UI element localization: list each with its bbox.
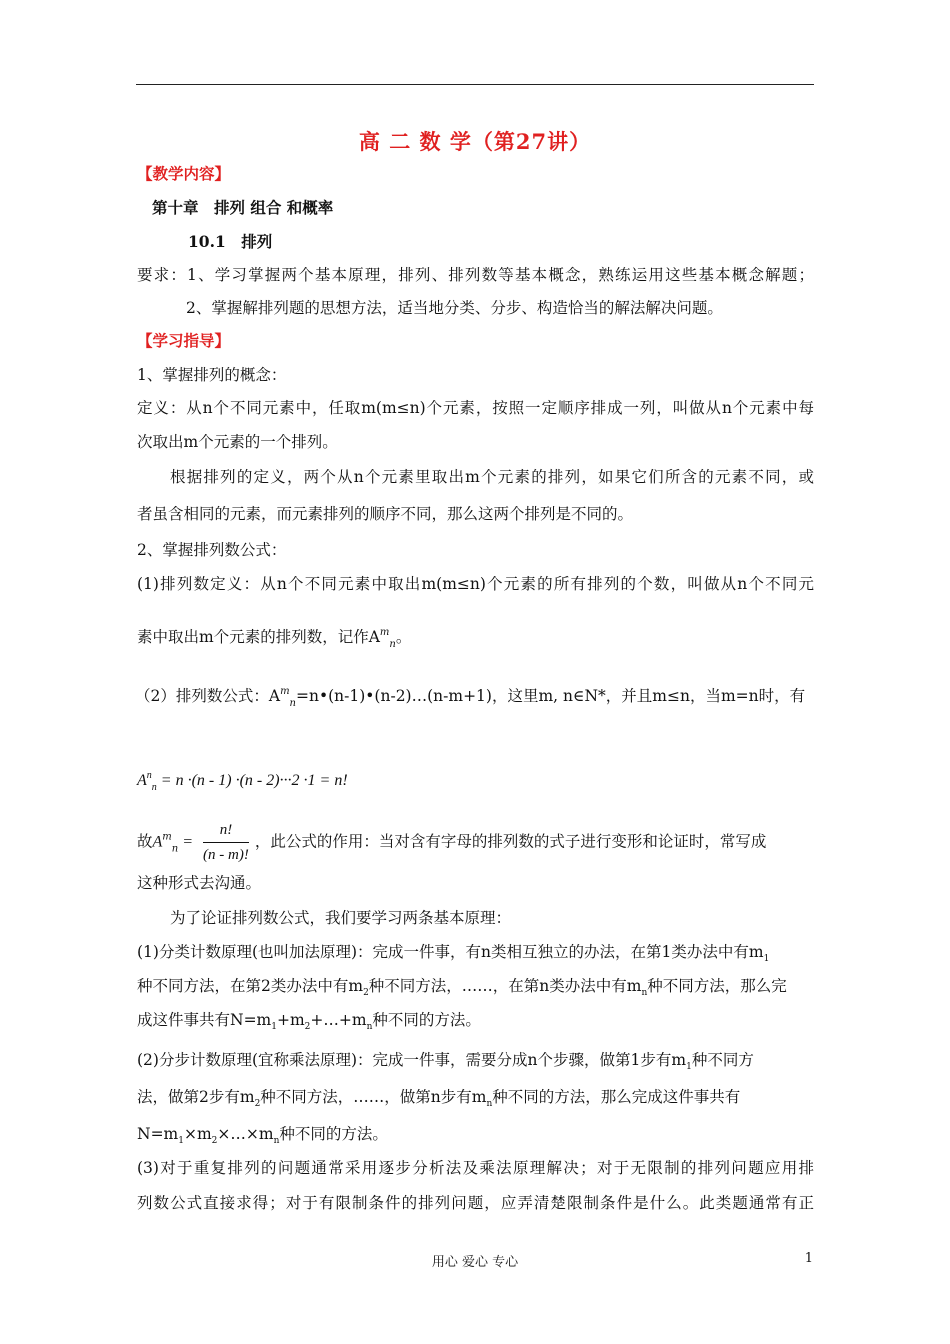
fraction-formula-line (137, 820, 814, 865)
text: 种不同方法，……，做第n步有m (260, 1088, 487, 1106)
principles-intro: 为了论证排列数公式，我们要学习两条基本原理： (170, 909, 512, 927)
text: +m (276, 1011, 305, 1029)
point-2-heading: 2、掌握排列数公式： (137, 541, 287, 559)
superscript-n: n (146, 770, 152, 781)
section-heading-guide: 【学习指导】 (137, 331, 231, 350)
definition-text: 素中取出m个元素的排列数，记作A (137, 628, 380, 646)
permutation-formula-line (135, 682, 814, 714)
text: (2)分步计数原理(宜称乘法原理)：完成一件事，需要分成n个步骤，做第1步有m (137, 1051, 687, 1069)
addition-principle-line-1 (137, 942, 814, 969)
multiplication-principle-line-1 (137, 1050, 814, 1077)
factorial-formula (137, 766, 814, 798)
subscript-n: n (273, 1136, 280, 1146)
page-number: 1 (804, 1251, 813, 1266)
subscript-2: 2 (304, 1022, 311, 1032)
text: +…+m (310, 1011, 367, 1029)
repeat-permutation-line-1: (3)对于重复排列的问题通常采用逐步分析法及乘法原理解决；对于无限制的排列问题应用排 (137, 1159, 814, 1177)
definition-line-2: 次取出m个元素的一个排列。 (137, 433, 338, 451)
fraction-denominator: (n - m)! (203, 847, 249, 863)
text: 种不同的方法。 (372, 1011, 481, 1029)
subsection-heading: 10.1 排列 (188, 232, 273, 251)
requirement-1: 要求：1、学习掌握两个基本原理，排列、排列数等基本概念，熟练运用这些基本概念解题； (137, 266, 814, 284)
subscript-n: n (289, 698, 296, 709)
fraction (203, 820, 249, 865)
text: 种不同方法，在第2类办法中有m (137, 977, 364, 995)
point-1-heading: 1、掌握排列的概念： (137, 366, 287, 384)
text: 种不同的方法，那么完成这件事共有 (492, 1088, 741, 1106)
permutation-number-definition-1: (1)排列数定义：从n个不同元素中取出m(m≤n)个元素的所有排列的个数，叫做从n个不同元 (137, 575, 814, 593)
formula-explanation: ，此公式的作用：当对含有字母的排列数的式子进行变形和论证时，常写成 (254, 832, 767, 851)
section-heading-teaching: 【教学内容】 (137, 164, 231, 183)
period: 。 (395, 628, 412, 646)
subscript-1: 1 (763, 954, 770, 964)
multiplication-principle-line-2 (137, 1087, 814, 1114)
subscript-n: n (486, 1099, 493, 1109)
subscript-n: n (366, 1022, 373, 1032)
superscript-m: m (379, 627, 390, 638)
subscript-n: n (641, 988, 648, 998)
addition-principle-line-3 (137, 1010, 814, 1037)
symbol-A: A (137, 772, 147, 789)
formula-text: =n•(n-1)•(n-2)…(n-m+1)，这里m, n∈N*，并且m≤n，当m=n时，有 (296, 687, 806, 705)
page-title: 高 二 数 学（第27讲） (358, 129, 592, 154)
text: 种不同方 (691, 1051, 754, 1069)
definition-line-1: 定义：从n个不同元素中，任取m(m≤n)个元素，按照一定顺序排成一列，叫做从n个元素中每 (137, 399, 814, 417)
subscript-n: n (171, 843, 179, 855)
text: ×…×m (217, 1125, 274, 1143)
formula-prefix: 故 (137, 832, 153, 851)
header-rule (136, 84, 814, 85)
text: 法，做第2步有m (137, 1088, 255, 1106)
formula-label: （2）排列数公式：A (135, 687, 281, 705)
superscript-m: m (280, 686, 290, 697)
chapter-heading: 第十章 排列 组合 和概率 (152, 198, 334, 217)
text: N=m (137, 1125, 179, 1143)
permutation-number-definition-2 (137, 623, 814, 655)
subscript-2: 2 (254, 1099, 261, 1109)
formula-explanation-cont: 这种形式去沟通。 (137, 874, 262, 892)
subscript-2: 2 (363, 988, 369, 998)
subscript-1: 1 (178, 1136, 184, 1146)
addition-principle-line-2 (137, 976, 814, 1003)
repeat-permutation-line-2: 列数公式直接求得；对于有限制条件的排列问题，应弄清楚限制条件是什么。此类题通常有正 (137, 1194, 814, 1212)
requirement-2: 2、掌握解排列题的思想方法，适当地分类、分步、构造恰当的解法解决问题。 (186, 299, 723, 317)
subscript-n: n (151, 782, 157, 793)
subscript-1: 1 (271, 1022, 277, 1032)
equals-sign: = (178, 833, 198, 851)
subscript-n: n (389, 639, 396, 650)
text: 种不同方法，那么完 (647, 977, 787, 995)
footer-motto: 用心 爱心 专心 (431, 1255, 519, 1270)
text: ×m (183, 1125, 212, 1143)
superscript-m: m (162, 831, 172, 843)
paragraph-line-2: 者虽含相同的元素，而元素排列的顺序不同，那么这两个排列是不同的。 (137, 505, 634, 523)
fraction-numerator: n! (203, 820, 249, 843)
text: 成这件事共有N=m (137, 1011, 272, 1029)
addition-principle-text: (1)分类计数原理(也叫加法原理)：完成一件事，有n类相互独立的办法，在第1类办法中有m (137, 943, 764, 961)
subscript-1: 1 (686, 1062, 692, 1072)
symbol-A: A (152, 833, 163, 851)
multiplication-principle-line-3 (137, 1124, 814, 1151)
factorial-expression: = n ·(n - 1) ·(n - 2)···2 ·1 = n! (156, 772, 348, 789)
text: 种不同的方法。 (279, 1125, 388, 1143)
text: 种不同方法，……，在第n类办法中有m (368, 977, 642, 995)
subscript-2: 2 (211, 1136, 218, 1146)
paragraph-line-1: 根据排列的定义，两个从n个元素里取出m个元素的排列，如果它们所含的元素不同，或 (170, 468, 814, 486)
